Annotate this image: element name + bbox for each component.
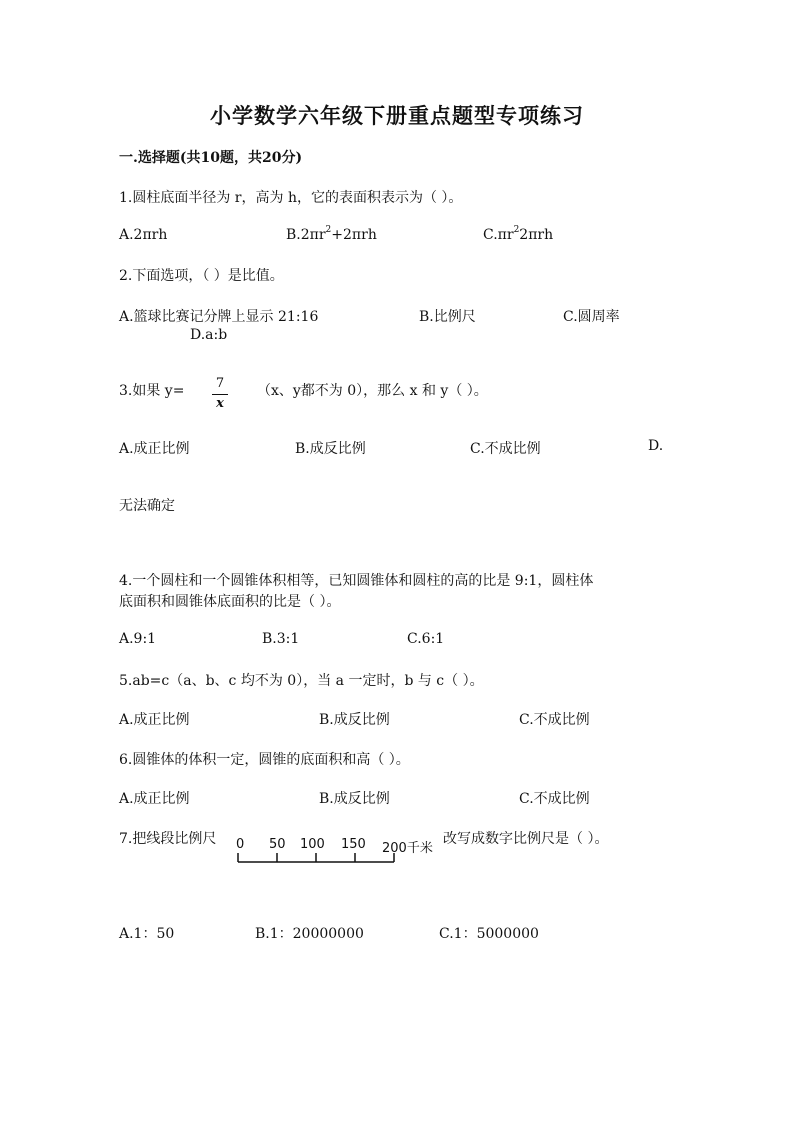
scale-label: 150 bbox=[341, 837, 366, 852]
question-7-option-b: B.1：20000000 bbox=[255, 926, 364, 942]
question-3-option-d: D. bbox=[648, 438, 664, 454]
question-1-option-a: A.2πrh bbox=[119, 227, 168, 243]
fraction-denominator: x bbox=[216, 396, 224, 411]
question-4-option-c: C.6:1 bbox=[407, 631, 445, 647]
question-5-option-c: C.不成比例 bbox=[519, 712, 590, 728]
line-scale-bar bbox=[236, 835, 446, 871]
question-5-option-a: A.成正比例 bbox=[119, 712, 190, 728]
question-2-option-a: A.篮球比赛记分牌上显示 21:16 bbox=[119, 309, 319, 325]
question-6-stem: 6.圆锥体的体积一定，圆锥的底面积和高（ ）。 bbox=[119, 752, 410, 768]
question-6-option-b: B.成反比例 bbox=[319, 791, 390, 807]
scale-label: 0 bbox=[236, 837, 245, 852]
section-heading: 一.选择题(共10题，共20分) bbox=[119, 150, 303, 166]
question-2-option-d: D.a:b bbox=[190, 327, 228, 343]
question-3-option-d-text: 无法确定 bbox=[119, 498, 175, 514]
question-7-option-a: A.1：50 bbox=[119, 926, 175, 942]
question-3-stem-start: 3.如果 y= bbox=[119, 383, 185, 399]
question-2-option-c: C.圆周率 bbox=[563, 309, 620, 325]
fraction-bar bbox=[212, 394, 228, 395]
scale-ruler bbox=[236, 835, 446, 871]
question-1-stem: 1.圆柱底面半径为 r，高为 h，它的表面积表示为（ ）。 bbox=[119, 190, 463, 206]
question-3-option-a: A.成正比例 bbox=[119, 441, 190, 457]
question-7-stem-start: 7.把线段比例尺 bbox=[119, 831, 217, 847]
question-4-stem-line2: 底面积和圆锥体底面积的比是（ ）。 bbox=[119, 594, 341, 610]
question-6-option-c: C.不成比例 bbox=[519, 791, 590, 807]
question-7-option-c: C.1：5000000 bbox=[439, 926, 539, 942]
question-4-option-a: A.9:1 bbox=[119, 631, 157, 647]
question-5-option-b: B.成反比例 bbox=[319, 712, 390, 728]
question-2-option-b: B.比例尺 bbox=[419, 309, 476, 325]
scale-label: 50 bbox=[269, 837, 286, 852]
question-1-option-b: $B.2\pi r^2+2\pi rh$ bbox=[286, 225, 377, 243]
fraction-7-over-x bbox=[212, 376, 228, 411]
fraction-numerator: 7 bbox=[215, 376, 225, 391]
question-1-option-c: $C.\pi r^22\pi rh$ bbox=[483, 225, 554, 243]
question-3-stem-end: （x、y都不为 0），那么 x 和 y（ ）。 bbox=[257, 383, 488, 399]
question-3-option-c: C.不成比例 bbox=[470, 441, 541, 457]
question-2-stem: 2.下面选项，（ ）是比值。 bbox=[119, 268, 284, 284]
question-6-option-a: A.成正比例 bbox=[119, 791, 190, 807]
question-7-stem-end: 改写成数字比例尺是（ ）。 bbox=[443, 831, 609, 847]
question-4-stem-line1: 4.一个圆柱和一个圆锥体积相等，已知圆锥体和圆柱的高的比是 9:1，圆柱体 bbox=[119, 573, 594, 589]
question-3-option-b: B.成反比例 bbox=[295, 441, 366, 457]
page-title: 小学数学六年级下册重点题型专项练习 bbox=[210, 103, 584, 128]
question-4-option-b: B.3:1 bbox=[262, 631, 300, 647]
scale-label: 100 bbox=[300, 837, 325, 852]
scale-label: 200千米 bbox=[382, 841, 433, 856]
question-5-stem: 5.ab=c（a、b、c 均不为 0），当 a 一定时，b 与 c（ ）。 bbox=[119, 673, 484, 689]
